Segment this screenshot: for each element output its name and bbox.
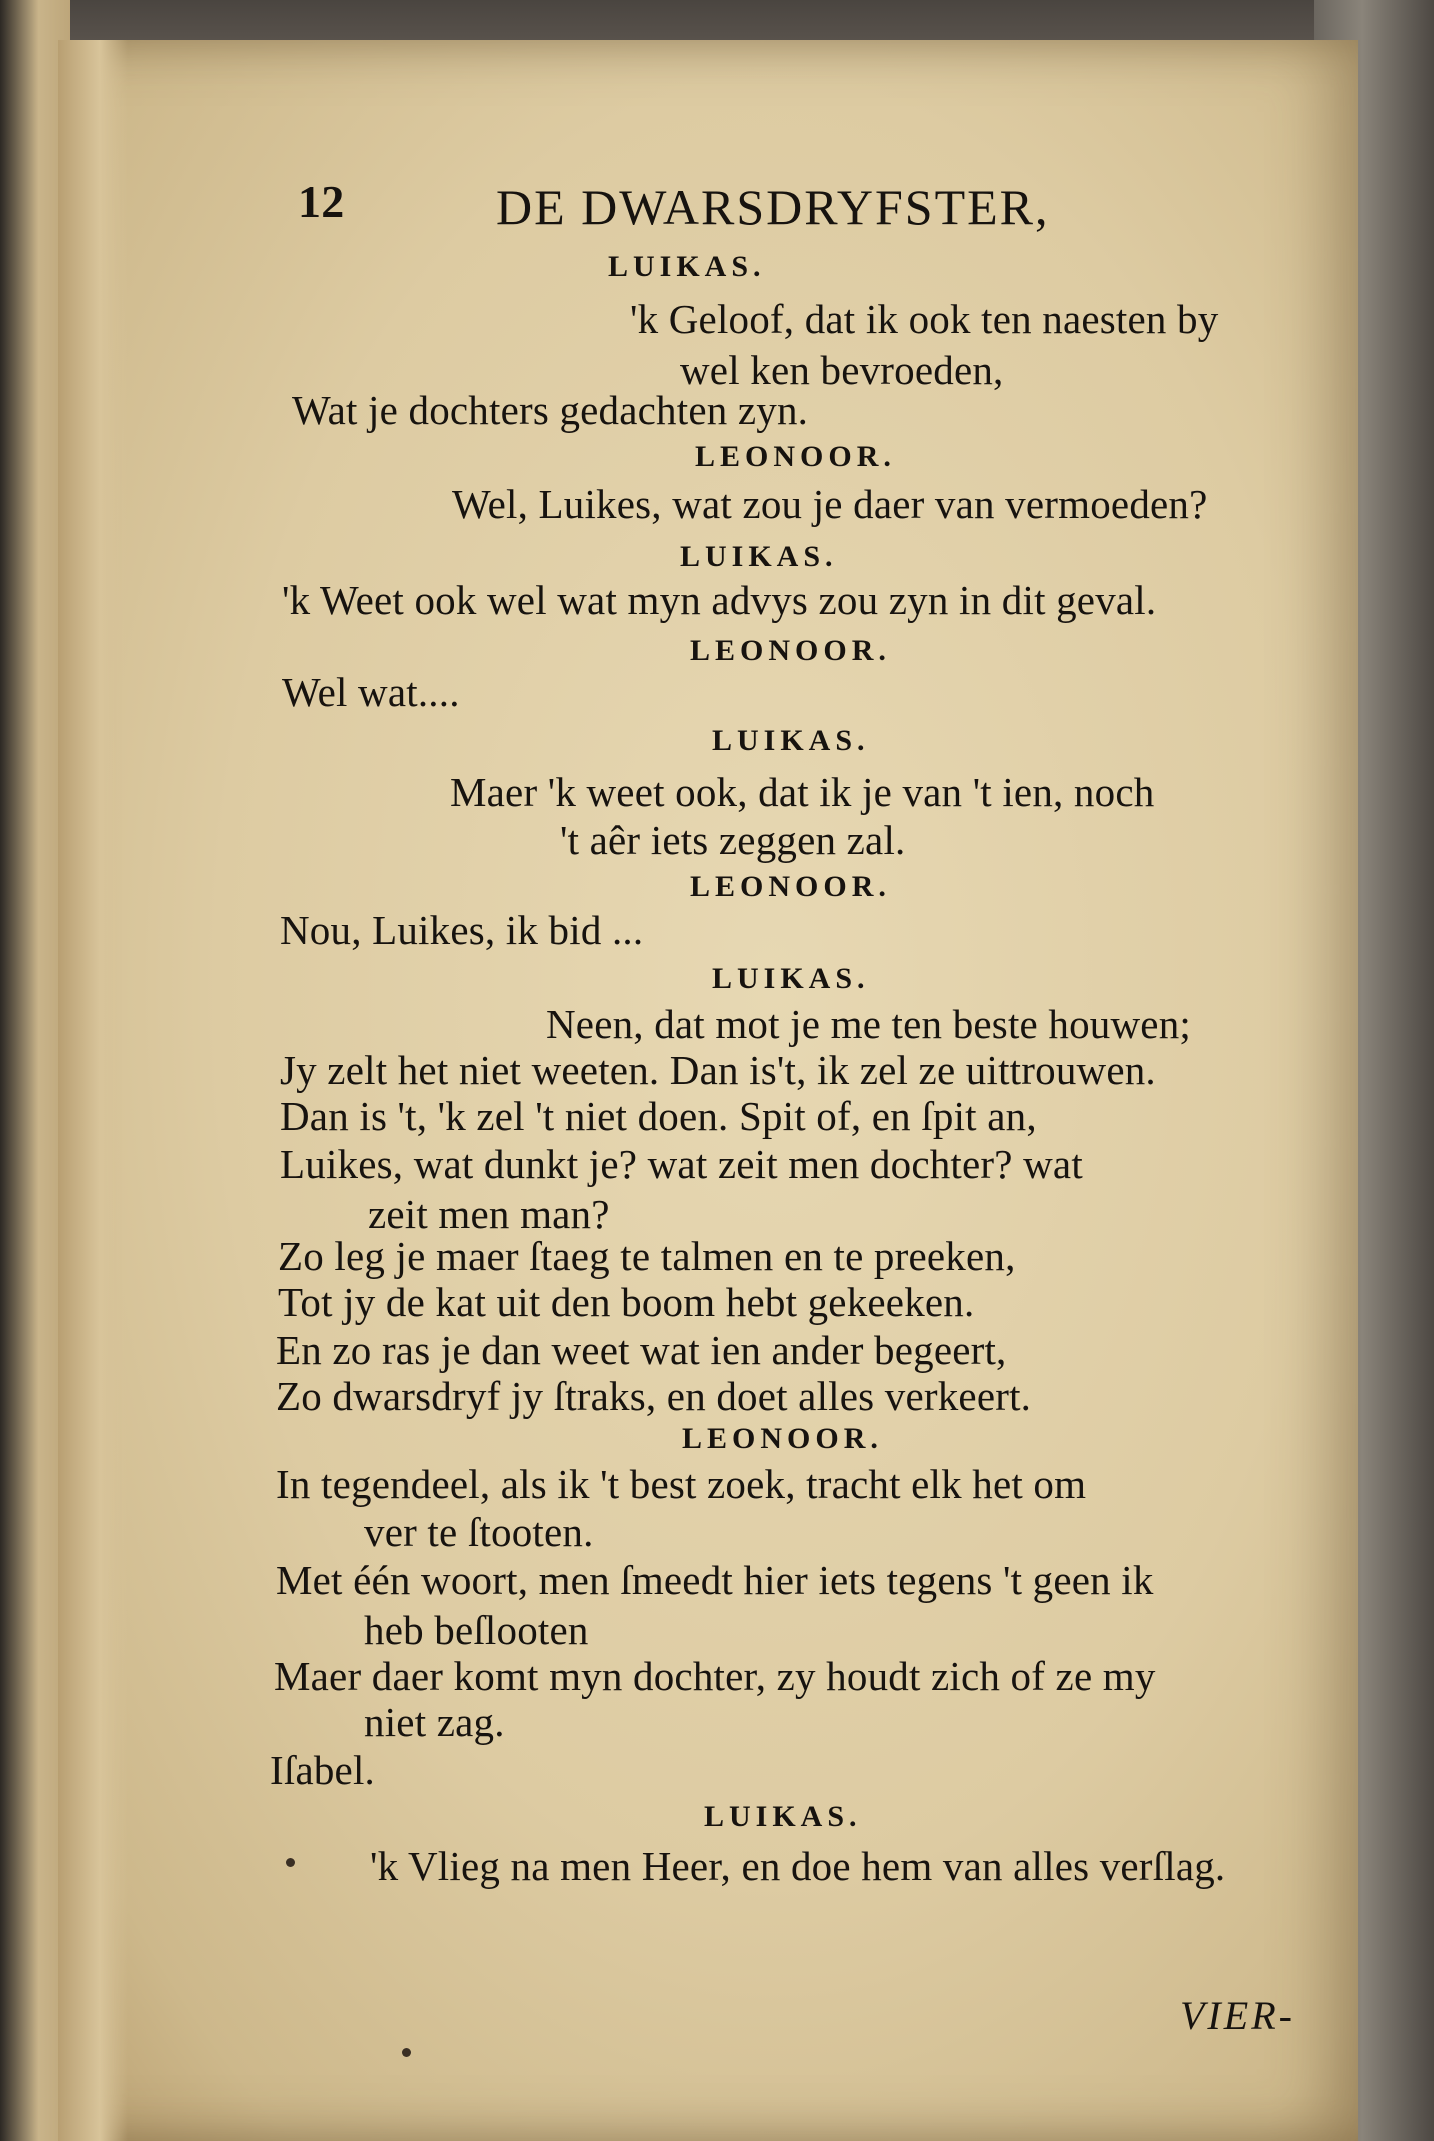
verse-line: Wat je dochters gedachten zyn. xyxy=(292,387,809,433)
speaker-label: LUIKAS. xyxy=(704,1800,862,1833)
verse-line: Iſabel. xyxy=(270,1747,375,1793)
verse-line: Luikes, wat dunkt je? wat zeit men dochter? wat xyxy=(280,1141,1083,1187)
verse-line: Nou, Luikes, ik bid ... xyxy=(280,907,644,953)
running-head: DE DWARSDRYFSTER, xyxy=(496,179,1050,235)
verse-line: heb beſlooten xyxy=(364,1607,589,1653)
speaker-label: LUIKAS. xyxy=(680,540,838,573)
verse-line: Zo leg je maer ſtaeg te talmen en te preeken, xyxy=(278,1233,1016,1279)
speaker-label: LUIKAS. xyxy=(608,250,766,283)
verse-line: Tot jy de kat uit den boom hebt gekeeken. xyxy=(278,1279,975,1325)
speaker-label: LEONOOR. xyxy=(690,870,891,903)
verse-line: Dan is 't, 'k zel 't niet doen. Spit of, en ſpit an, xyxy=(280,1093,1037,1139)
verse-line: 'k Geloof, dat ik ook ten naesten by xyxy=(630,296,1219,342)
verse-line: 't aêr iets zeggen zal. xyxy=(560,817,906,863)
verse-line: 'k Vlieg na men Heer, en doe hem van alles verſlag. xyxy=(370,1843,1226,1889)
speaker-label: LUIKAS. xyxy=(712,962,870,995)
verse-line: Jy zelt het niet weeten. Dan is't, ik zel ze uittrouwen. xyxy=(280,1047,1156,1093)
speaker-label: LEONOOR. xyxy=(695,440,896,473)
verse-line: In tegendeel, als ik 't best zoek, tracht elk het om xyxy=(276,1461,1087,1507)
verse-line: zeit men man? xyxy=(368,1191,610,1237)
verse-line: Met één woort, men ſmeedt hier iets tegens 't geen ik xyxy=(276,1557,1154,1603)
verse-line: Zo dwarsdryf jy ſtraks, en doet alles verkeert. xyxy=(276,1373,1032,1419)
ink-dot xyxy=(402,2048,411,2057)
verse-line: wel ken bevroeden, xyxy=(680,347,1004,393)
ink-dot xyxy=(286,1858,295,1867)
page-gutter xyxy=(58,40,128,2141)
speaker-label: LEONOOR. xyxy=(682,1422,883,1455)
verse-line: niet zag. xyxy=(364,1699,505,1745)
catchword: VIER- xyxy=(1180,1993,1295,2038)
verse-line: En zo ras je dan weet wat ien ander begeert, xyxy=(276,1327,1007,1373)
page-number: 12 xyxy=(298,176,345,227)
speaker-label: LUIKAS. xyxy=(712,724,870,757)
verse-line: Wel, Luikes, wat zou je daer van vermoeden? xyxy=(452,481,1208,527)
verse-line: 'k Weet ook wel wat myn advys zou zyn in dit geval. xyxy=(282,577,1157,623)
speaker-label: LEONOOR. xyxy=(690,634,891,667)
verse-line: Wel wat.... xyxy=(282,669,460,715)
verse-line: Maer 'k weet ook, dat ik je van 't ien, noch xyxy=(450,769,1155,815)
verse-line: Neen, dat mot je me ten beste houwen; xyxy=(546,1001,1191,1047)
verse-line: Maer daer komt myn dochter, zy houdt zich of ze my xyxy=(274,1653,1156,1699)
verse-line: ver te ſtooten. xyxy=(364,1509,594,1555)
